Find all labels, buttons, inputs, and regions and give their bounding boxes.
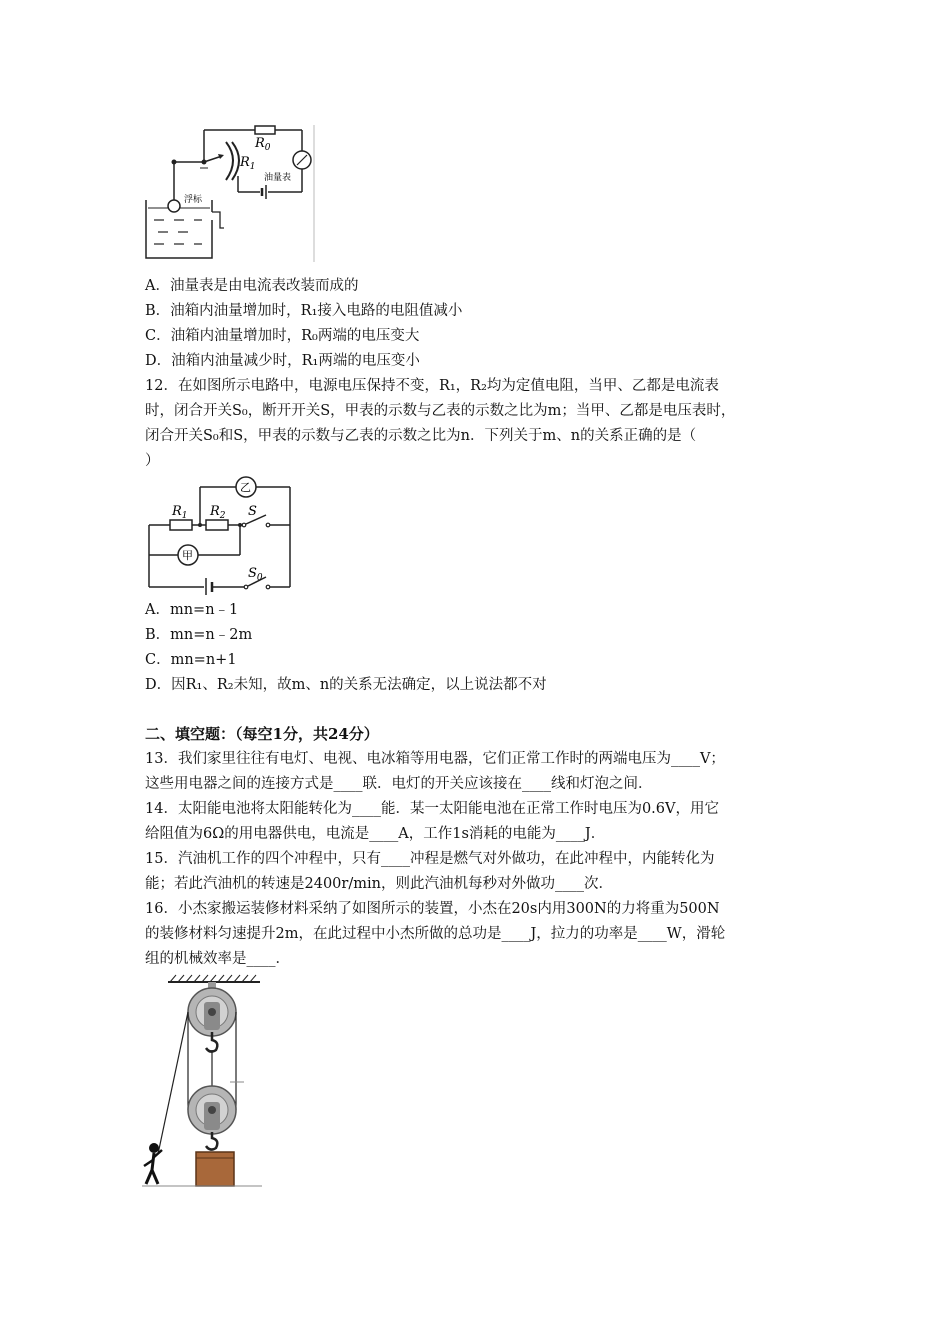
q12-s0-sub: 0 — [256, 573, 263, 583]
q12-circuit-diagram — [140, 473, 300, 595]
pulley-system-diagram — [140, 972, 265, 1188]
section-2-heading: 二、填空题：（每空1分，共24分） — [145, 725, 379, 743]
oil-r1-label: R — [240, 155, 250, 170]
oil-r0-sub: 0 — [264, 143, 271, 153]
q13-line-1: 13．我们家里往往有电灯、电视、电冰箱等用电器，它们正常工作时的两端电压为____V； — [145, 751, 725, 767]
oil-gauge-circuit-diagram — [140, 120, 320, 265]
q12-s0-label: S — [248, 566, 257, 581]
oil-r1-sub: 1 — [249, 162, 256, 172]
q11-option-b: B．油箱内油量增加时，R₁接入电路的电阻值减小 — [145, 303, 463, 319]
oil-gauge-circuit-figure — [140, 120, 320, 265]
q12-option-d: D．因R₁、R₂未知，故m、n的关系无法确定，以上说法都不对 — [145, 677, 547, 693]
q11-option-a: A．油量表是由电流表改装而成的 — [145, 278, 359, 294]
svg-text:R0 — [254, 136, 271, 153]
q12-r2-sub: 2 — [219, 511, 226, 521]
q12-stem-line-4: ） — [145, 453, 160, 469]
q12-r1-sub: 1 — [181, 511, 188, 521]
oil-float-label: 浮标 — [184, 195, 203, 205]
q13-line-2: 这些用电器之间的连接方式是____联．电灯的开关应该接在____线和灯泡之间． — [145, 776, 653, 792]
pulley-system-figure — [140, 972, 265, 1188]
oil-meter-label: 油量表 — [264, 173, 292, 183]
q12-stem-line-2: 时，闭合开关S₀，断开开关S，甲表的示数与乙表的示数之比为m；当甲、乙都是电压表时， — [145, 403, 736, 419]
q11-option-c: C．油箱内油量增加时，R₀两端的电压变大 — [145, 328, 420, 344]
q12-r1-label: R — [172, 504, 182, 519]
q16-line-3: 组的机械效率是____． — [145, 951, 290, 967]
q11-option-d: D．油箱内油量减少时，R₁两端的电压变小 — [145, 353, 420, 369]
q12-option-c: C．mn=n+1 — [145, 652, 237, 668]
q12-circuit-figure — [140, 473, 300, 595]
svg-text:R1 — [171, 504, 188, 521]
q12-meter-a-label: 甲 — [182, 549, 193, 562]
svg-text:R2 — [209, 504, 226, 521]
oil-r0-label: R — [255, 136, 265, 151]
q15-line-1: 15．汽油机工作的四个冲程中，只有____冲程是燃气对外做功，在此冲程中，内能转化为 — [145, 851, 715, 867]
q14-line-1: 14．太阳能电池将太阳能转化为____能．某一太阳能电池在正常工作时电压为0.6V，用它 — [145, 801, 719, 817]
q12-stem-line-3: 闭合开关S₀和S，甲表的示数与乙表的示数之比为n．下列关于m、n的关系正确的是（ — [145, 428, 697, 444]
q15-line-2: 能；若此汽油机的转速是2400r/min，则此汽油机每秒对外做功____次． — [145, 876, 613, 892]
q12-s-label: S — [248, 504, 257, 519]
q16-line-1: 16．小杰家搬运装修材料采纳了如图所示的装置，小杰在20s内用300N的力将重为500N — [145, 901, 720, 917]
q12-option-b: B．mn=n﹣2m — [145, 627, 253, 643]
q12-r2-label: R — [210, 504, 220, 519]
q12-option-a: A．mn=n﹣1 — [145, 602, 239, 618]
q12-meter-b-label: 乙 — [240, 481, 251, 494]
q14-line-2: 给阻值为6Ω的用电器供电，电流是____A，工作1s消耗的电能为____J． — [145, 826, 606, 842]
svg-text:S0 — [248, 566, 263, 583]
q12-stem-line-1: 12．在如图所示电路中，电源电压保持不变，R₁，R₂均为定值电阻，当甲、乙都是电流表 — [145, 378, 719, 394]
q16-line-2: 的装修材料匀速提升2m，在此过程中小杰所做的总功是____J，拉力的功率是____W，滑轮 — [145, 926, 726, 942]
svg-text:R1 — [239, 155, 256, 172]
